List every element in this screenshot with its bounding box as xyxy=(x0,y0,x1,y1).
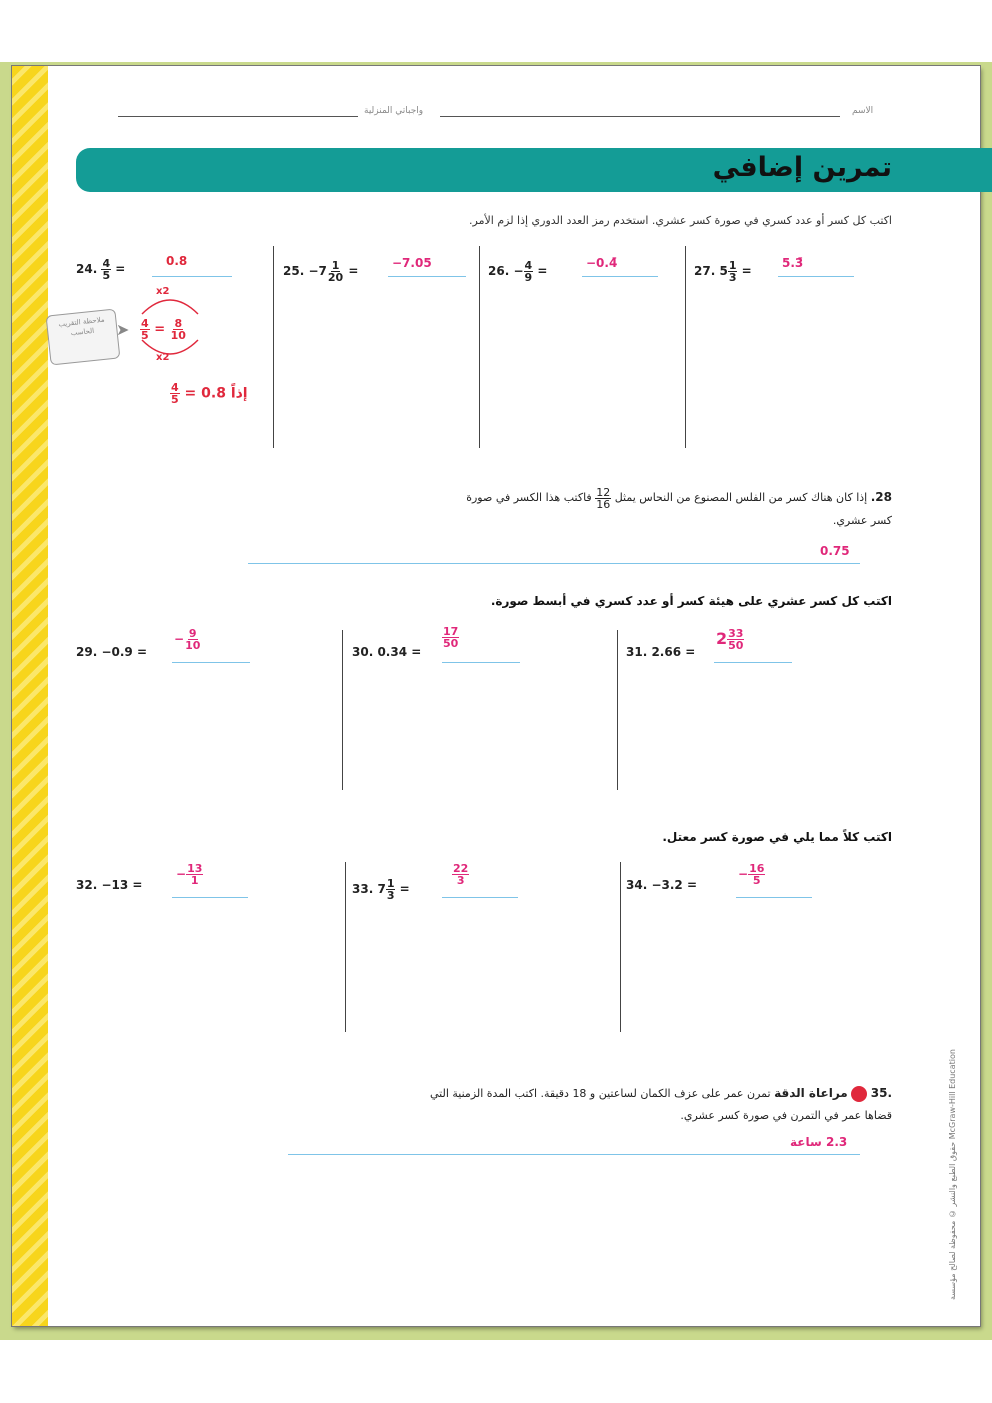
work-right-denominator: 10 xyxy=(170,329,186,342)
answer-line xyxy=(736,897,812,898)
answer-31 xyxy=(716,628,744,651)
question-text-b: قضاها عمر في التمرن في صورة كسر عشري. xyxy=(680,1109,892,1122)
expression: −0.9 = xyxy=(101,645,147,659)
answer-line xyxy=(248,563,860,564)
answer-27: 5.3̄ xyxy=(782,256,804,270)
answer-34 xyxy=(738,863,765,886)
answer-line xyxy=(172,662,250,663)
column-divider xyxy=(273,246,274,448)
answer-sign: − xyxy=(174,632,185,646)
fraction-denominator: 3 xyxy=(728,271,737,284)
question-number: 31. xyxy=(626,645,648,659)
answer-line xyxy=(582,276,658,277)
answer-33 xyxy=(452,863,469,886)
answer-line xyxy=(388,276,466,277)
fraction-numerator: 4 xyxy=(524,259,533,272)
question-number: 26. xyxy=(488,264,510,278)
answer-numerator: 33 xyxy=(728,627,744,640)
work-left-denominator: 5 xyxy=(141,329,149,342)
question-title: مراعاة الدقة xyxy=(774,1086,848,1100)
expression: 2.66 = xyxy=(651,645,696,659)
work-left-numerator: 4 xyxy=(141,317,149,330)
bottom-arc xyxy=(142,340,198,354)
section3-instruction: اكتب كلاً مما يلي في صورة كسر معتل. xyxy=(662,830,892,844)
question-number: 29. xyxy=(76,645,98,659)
equals-sign: = xyxy=(399,882,410,896)
question-25 xyxy=(283,260,358,283)
question-30 xyxy=(352,645,421,659)
expression: −13 = xyxy=(101,878,143,892)
equals-sign: = xyxy=(115,262,126,276)
question-number: 30. xyxy=(352,645,374,659)
column-divider xyxy=(342,630,343,790)
answer-denominator: 10 xyxy=(185,639,201,652)
arrow-right-icon: ➤ xyxy=(116,320,130,339)
answer-line xyxy=(442,897,518,898)
answer-sign: − xyxy=(738,867,749,881)
equals-sign: = xyxy=(741,264,752,278)
column-divider xyxy=(685,246,686,448)
equals-sign: = xyxy=(537,264,548,278)
multiplier-bottom: x2 xyxy=(156,352,170,363)
question-number: 24. xyxy=(76,262,98,276)
expression: 0.34 = xyxy=(377,645,422,659)
question-26 xyxy=(488,260,547,283)
question-text-c: كسر عشري. xyxy=(832,513,892,527)
result-denominator: 5 xyxy=(171,393,179,406)
answer-25: −7.05 xyxy=(392,256,432,270)
fraction-denominator: 5 xyxy=(102,269,111,282)
multiplier-top: x2 xyxy=(156,286,170,297)
name-label: الاسم xyxy=(852,106,874,116)
equivalent-fractions: $\frac{4}{5}$ = $\frac{8}{10}$ xyxy=(141,317,186,342)
answer-35: 2.3 ساعة xyxy=(790,1135,848,1149)
question-text-b: فاكتب هذا الكسر في صورة xyxy=(466,491,592,504)
sign: − xyxy=(513,264,524,278)
answer-numerator: 9 xyxy=(188,627,197,640)
answer-26: −0.4̄ xyxy=(586,256,618,270)
answer-28: 0.75 xyxy=(820,544,850,558)
answer-line xyxy=(288,1154,860,1155)
answer-denominator: 1 xyxy=(190,874,199,887)
fraction-numerator: 1 xyxy=(728,259,737,272)
fraction-denominator: 9 xyxy=(524,271,533,284)
answer-denominator: 50 xyxy=(443,637,459,650)
section1-instruction: اكتب كل كسر أو عدد كسري في صورة كسر عشري. استخدم رمز العدد الدوري إذا لزم الأمر. xyxy=(469,214,892,227)
question-28 xyxy=(272,486,892,532)
fraction-numerator: 12 xyxy=(596,485,611,499)
whole-number: 7 xyxy=(377,882,386,896)
question-33 xyxy=(352,878,410,901)
question-number: 32. xyxy=(76,878,98,892)
copyright-notice: حقوق الطبع والنشر © محفوظة لصالح مؤسسة McGraw-Hill Education xyxy=(948,1049,957,1300)
question-text-a: إذا كان هناك كسر من الفلس المصنوع من النحاس يمثل xyxy=(614,491,868,504)
expression: −3.2 = xyxy=(651,878,697,892)
yellow-margin-stripe xyxy=(12,66,48,1326)
homework-label: واجباتي المنزلية xyxy=(364,106,424,116)
question-number: 33. xyxy=(352,882,374,896)
answer-numerator: 22 xyxy=(453,862,469,875)
answer-30 xyxy=(442,626,459,649)
answer-29 xyxy=(174,628,201,651)
fraction-denominator: 3 xyxy=(386,889,395,902)
question-35 xyxy=(252,1082,892,1127)
fraction-numerator: 1 xyxy=(331,259,340,272)
column-divider xyxy=(620,862,621,1032)
answer-24: 0.8 xyxy=(166,254,188,268)
note-sticker: ملاحظة التقريب الحاسب xyxy=(46,308,121,365)
answer-line xyxy=(442,662,520,663)
answer-denominator: 3 xyxy=(456,874,465,887)
section2-instruction: اكتب كل كسر عشري على هيئة كسر أو عدد كسري في أبسط صورة. xyxy=(490,594,892,608)
answer-32 xyxy=(176,863,203,886)
answer-line xyxy=(778,276,854,277)
equals-sign: = xyxy=(348,264,359,278)
column-divider xyxy=(479,246,480,448)
answer-denominator: 5 xyxy=(752,874,761,887)
answer-whole: 2 xyxy=(716,629,728,648)
question-number: 28. xyxy=(870,490,892,504)
question-24 xyxy=(76,258,125,281)
answer-denominator: 50 xyxy=(728,639,744,652)
result-value: = 0.8 xyxy=(184,385,226,402)
question-31 xyxy=(626,645,695,659)
whole-number: 7 xyxy=(318,264,327,278)
question-32 xyxy=(76,878,142,892)
question-number: .35 xyxy=(870,1086,892,1100)
question-27 xyxy=(694,260,752,283)
column-divider xyxy=(617,630,618,790)
column-divider xyxy=(345,862,346,1032)
work-right-numerator: 8 xyxy=(174,317,183,330)
sign: − xyxy=(308,264,319,278)
result-numerator: 4 xyxy=(171,381,179,394)
question-number: 27. xyxy=(694,264,716,278)
answer-numerator: 16 xyxy=(749,862,765,875)
question-number: 34. xyxy=(626,878,648,892)
answer-numerator: 13 xyxy=(187,862,203,875)
fraction-numerator: 4 xyxy=(102,257,111,270)
answer-line xyxy=(714,662,792,663)
work-result xyxy=(170,382,248,405)
page-title: تمرين إضافي xyxy=(712,152,892,183)
question-29 xyxy=(76,645,147,659)
homework-line xyxy=(118,116,358,117)
top-arc xyxy=(142,300,198,314)
question-number: 25. xyxy=(283,264,305,278)
question-34 xyxy=(626,878,697,892)
fraction-denominator: 16 xyxy=(596,497,611,511)
whole-number: 5 xyxy=(719,264,728,278)
accuracy-icon xyxy=(851,1086,867,1102)
answer-line xyxy=(152,276,232,277)
answer-line xyxy=(172,897,248,898)
result-prefix: إذاً xyxy=(230,385,248,402)
fraction-numerator: 1 xyxy=(386,877,395,890)
answer-numerator: 17 xyxy=(443,625,459,638)
question-text-a: تمرن عمر على عزف الكمان لساعتين و 18 دقيقة. اكتب المدة الزمنية التي xyxy=(430,1087,771,1100)
name-line xyxy=(440,116,840,117)
answer-sign: − xyxy=(176,867,187,881)
fraction-denominator: 20 xyxy=(327,271,344,284)
